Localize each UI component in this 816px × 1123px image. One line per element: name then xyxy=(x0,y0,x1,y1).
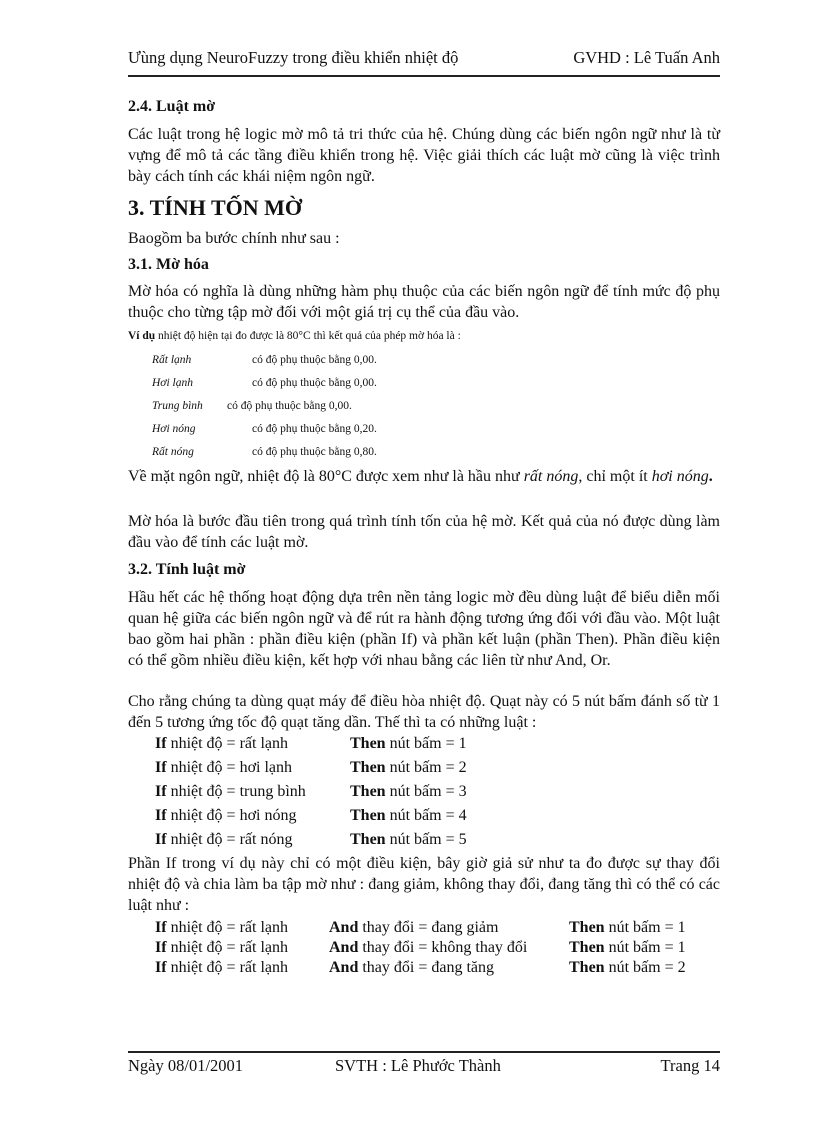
example-text: nhiệt độ hiện tại đo được là 80°C thì kết quả của phép mờ hóa là : xyxy=(155,330,461,342)
fuzzify-summary: Mờ hóa là bước đầu tiên trong quá trình tính tốn của hệ mờ. Kết quả của nó được dùng làm đầu vào để tính các luật mờ. xyxy=(128,513,720,551)
rules-list xyxy=(155,735,555,855)
footer-rule xyxy=(128,1051,720,1053)
section-3-1-title: 3.1. Mờ hóa xyxy=(128,256,209,273)
value-hoi-nong: có độ phụ thuộc bằng 0,20. xyxy=(252,423,377,435)
crule-if: If nhiệt độ = rất lạnh xyxy=(155,919,288,936)
term-rat-lanh: Rất lạnh xyxy=(152,354,192,366)
example-label: Ví dụ xyxy=(128,330,156,342)
crule-and: And thay đổi = đang giảm xyxy=(329,919,499,936)
term-rat-nong: Rất nóng xyxy=(152,446,194,458)
section-3-2-title: 3.2. Tính luật mờ xyxy=(128,561,246,578)
section-3-title: 3. TÍNH TỐN MỜ xyxy=(128,195,302,220)
term-hoi-lanh: Hơi lạnh xyxy=(152,377,193,389)
term-hoi-nong: Hơi nóng xyxy=(152,423,196,435)
value-hoi-lanh: có độ phụ thuộc bằng 0,00. xyxy=(252,377,377,389)
section-3-2-paragraph-1: Hầu hết các hệ thống hoạt động dựa trên nền tảng logic mờ đều dùng luật để biểu diễn mối quan hệ giữa các biến ngôn ngữ và để rút ra hành động tương ứng đối với đầu vào. Một luật bao gồm hai phần : phần điều kiện (phần If) và phần kết luận (phần Then). Phần điều kiện có thể gồm nhiều điều kiện, kết hợp với nhau bằng các liên từ như And, Or. xyxy=(128,589,720,669)
rule-result: Then nút bấm = 3 xyxy=(350,783,467,800)
value-rat-nong: có độ phụ thuộc bằng 0,80. xyxy=(252,446,377,458)
rule-row: If nhiệt độ = trung bình xyxy=(155,783,306,800)
header-title: Ưùng dụng NeuroFuzzy trong điều khiển nhiệt độ xyxy=(128,48,459,67)
value-rat-lanh: có độ phụ thuộc bằng 0,00. xyxy=(252,354,377,366)
rule-row: If nhiệt độ = rất nóng xyxy=(155,831,293,848)
crule-then: Then nút bấm = 1 xyxy=(569,939,686,956)
rule-row: If nhiệt độ = hơi nóng xyxy=(155,807,297,824)
rule-row: If nhiệt độ = hơi lạnh xyxy=(155,759,293,776)
section-3-2-paragraph-3: Phần If trong ví dụ này chỉ có một điều kiện, bây giờ giả sử như ta đo được sự thay đổi nhiệt độ và chia làm ba tập mờ như : đang giảm, không thay đổi, đang tăng thì có thể có các luật như : xyxy=(128,855,720,914)
header-rule xyxy=(128,75,720,77)
section-2-4-title: 2.4. Luật mờ xyxy=(128,98,216,115)
crule-and: And thay đổi = không thay đổi xyxy=(329,939,528,956)
footer-student: SVTH : Lê Phước Thành xyxy=(335,1056,501,1075)
crule-and: And thay đổi = đang tăng xyxy=(329,959,495,976)
footer-date: Ngày 08/01/2001 xyxy=(128,1056,244,1075)
example-line xyxy=(128,330,461,342)
value-trung-binh: có độ phụ thuộc bằng 0,00. xyxy=(227,400,352,412)
rule-result: Then nút bấm = 5 xyxy=(350,831,467,848)
section-3-intro: Baogồm ba bước chính như sau : xyxy=(128,230,340,247)
crule-then: Then nút bấm = 2 xyxy=(569,959,686,976)
compound-rules xyxy=(155,919,720,983)
rule-result: Then nút bấm = 1 xyxy=(350,735,467,752)
header-advisor: GVHD : Lê Tuấn Anh xyxy=(573,48,720,67)
term-trung-binh: Trung bình xyxy=(152,400,203,412)
rule-result: Then nút bấm = 4 xyxy=(350,807,467,824)
rule-row: If nhiệt độ = rất lạnh xyxy=(155,735,288,752)
section-2-4-paragraph: Các luật trong hệ logic mờ mô tả tri thức của hệ. Chúng dùng các biến ngôn ngữ như là từ vựng để mô tả các tầng điều khiển trong hệ. Việc giải thích các luật mờ cũng là việc trình bày cách tính các khái niệm ngôn ngữ. xyxy=(128,126,720,185)
rule-result: Then nút bấm = 2 xyxy=(350,759,467,776)
footer-page-number: Trang 14 xyxy=(660,1056,720,1075)
linguistic-note: Về mặt ngôn ngữ, nhiệt độ là 80°C được xem như là hầu như rất nóng, chỉ một ít hơi nóng. xyxy=(128,468,713,485)
section-3-2-paragraph-2: Cho rằng chúng ta dùng quạt máy để điều hòa nhiệt độ. Quạt này có 5 nút bấm đánh số từ 1 đến 5 tương ứng tốc độ quạt tăng dần. Thế thì ta có những luật : xyxy=(128,693,720,731)
crule-if: If nhiệt độ = rất lạnh xyxy=(155,939,288,956)
crule-if: If nhiệt độ = rất lạnh xyxy=(155,959,288,976)
crule-then: Then nút bấm = 1 xyxy=(569,919,686,936)
section-3-1-paragraph: Mờ hóa có nghĩa là dùng những hàm phụ thuộc của các biến ngôn ngữ để tính mức độ phụ thuộc cho từng tập mờ đối với một giá trị cụ thể của đầu vào. xyxy=(128,283,720,321)
